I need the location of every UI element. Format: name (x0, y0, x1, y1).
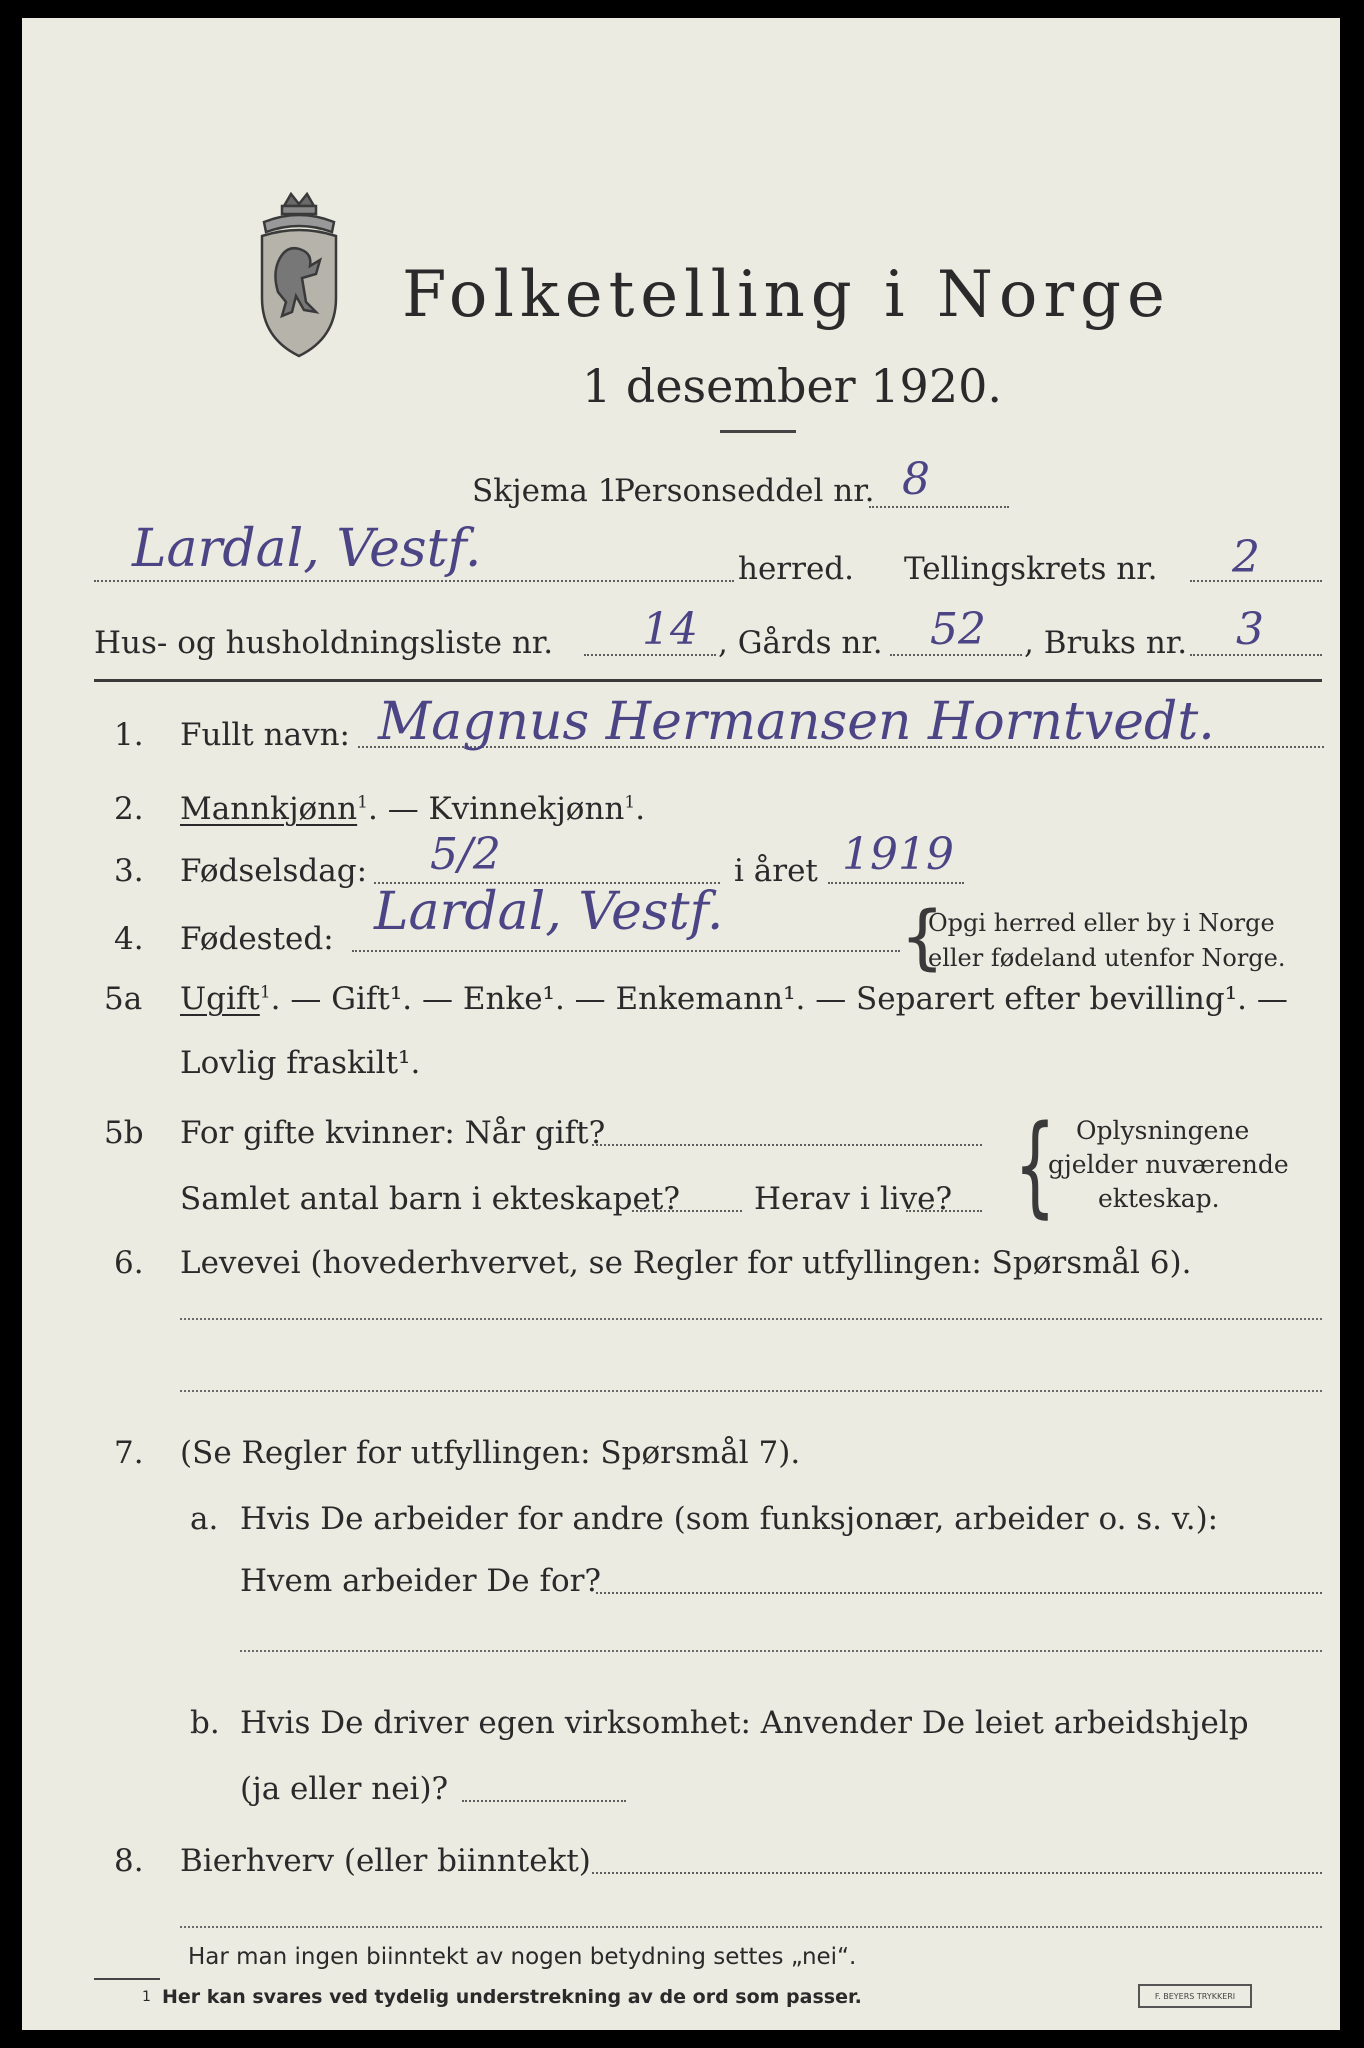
footnote-mark: 1 (142, 1989, 151, 2005)
husholdningsliste-field[interactable]: 14 (642, 604, 698, 655)
q7a-number: a. (190, 1501, 219, 1537)
q5b-line-2b: Herav i live? (754, 1181, 953, 1217)
q5b-brace: { (1014, 1101, 1056, 1229)
q7a-text: Hvis De arbeider for andre (som funksjonær, arbeider o. s. v.): (240, 1501, 1219, 1537)
q8-answer-line[interactable] (592, 1872, 1322, 1874)
q2-number: 2. (114, 791, 144, 827)
q6-label: Levevei (hovederhvervet, se Regler for utfyllingen: Spørsmål 6). (180, 1245, 1192, 1281)
q7-label: (Se Regler for utfyllingen: Spørsmål 7). (180, 1435, 801, 1471)
census-form (22, 18, 1340, 2030)
q7-number: 7. (114, 1435, 144, 1471)
printer-stamp: F. BEYERS TRYKKERI (1138, 1984, 1252, 2008)
title-divider (720, 430, 796, 433)
year-label: i året (734, 853, 818, 889)
q7a-answer-line-2[interactable] (240, 1650, 1322, 1652)
q8-number: 8. (114, 1843, 144, 1879)
q2-gender-options: Mannkjønn$^1$. — Kvinnekjønn$^1$. (180, 791, 646, 827)
birth-year-field[interactable]: 1919 (842, 829, 954, 880)
q7b-answer-line[interactable] (462, 1800, 626, 1802)
birthday-field[interactable]: 5/2 (430, 829, 501, 880)
header-rule (94, 679, 1322, 682)
q5b-line-1: For gifte kvinner: Når gift? (180, 1115, 606, 1151)
male-option[interactable]: Mannkjønn (180, 791, 358, 827)
q5b-note-3: ekteskap. (1098, 1184, 1220, 1213)
q1-label: Fullt navn: (180, 717, 350, 753)
q5a-line-2: Lovlig fraskilt¹. (180, 1045, 421, 1081)
q5a-number: 5a (104, 981, 143, 1017)
tellingskrets-label: Tellingskrets nr. (904, 551, 1158, 587)
bruks-field[interactable]: 3 (1236, 604, 1264, 655)
bruks-label: , Bruks nr. (1024, 625, 1188, 661)
census-date: 1 desember 1920. (582, 359, 1002, 413)
q8-label: Bierhverv (eller biinntekt) (180, 1843, 591, 1879)
schema-label: Skjema 1. (472, 473, 628, 509)
gards-field[interactable]: 52 (930, 604, 986, 655)
q4-brace: { (900, 896, 945, 978)
q6-answer-line-2[interactable] (180, 1390, 1322, 1392)
q6-number: 6. (114, 1245, 144, 1281)
footer-note: Har man ingen biinntekt av nogen betydning settes „nei“. (188, 1944, 857, 1970)
husholdningsliste-label: Hus- og husholdningsliste nr. (94, 625, 554, 661)
tellingskrets-field[interactable]: 2 (1232, 532, 1260, 583)
q5b-line-2a: Samlet antal barn i ekteskapet? (180, 1181, 680, 1217)
full-name-field[interactable]: Magnus Hermansen Horntvedt. (378, 692, 1215, 752)
q4-note-2: eller fødeland utenfor Norge. (928, 944, 1286, 972)
q7b-question: (ja eller nei)? (240, 1771, 449, 1807)
q5b-note-1: Oplysningene (1076, 1116, 1250, 1145)
q7a-answer-line[interactable] (596, 1592, 1322, 1594)
female-option[interactable]: Kvinnekjønn (428, 791, 625, 827)
q7b-number: b. (190, 1705, 220, 1741)
q8-answer-line-2[interactable] (180, 1926, 1322, 1928)
herred-field[interactable]: Lardal, Vestf. (132, 519, 482, 579)
q3-number: 3. (114, 853, 144, 889)
q7b-text: Hvis De driver egen virksomhet: Anvender De leiet arbeidshjelp (240, 1705, 1249, 1741)
footnote-text: Her kan svares ved tydelig understrekning av de ord som passer. (162, 1986, 862, 2008)
q6-answer-line-1[interactable] (180, 1318, 1322, 1320)
q5b-number: 5b (104, 1115, 144, 1151)
q7a-question: Hvem arbeider De for? (240, 1563, 602, 1599)
personseddel-number-field[interactable]: 8 (902, 454, 930, 505)
birthplace-field[interactable]: Lardal, Vestf. (374, 882, 724, 942)
gards-label: , Gårds nr. (718, 625, 883, 661)
q4-note-1: Opgi herred eller by i Norge (928, 909, 1275, 937)
ugift-option[interactable]: Ugift (180, 981, 260, 1017)
q3-label: Fødselsdag: (180, 853, 368, 889)
q4-number: 4. (114, 921, 144, 957)
footnote-rule (94, 1978, 160, 1980)
q4-label: Fødested: (180, 921, 334, 957)
herred-label: herred. (738, 551, 854, 587)
q1-number: 1. (114, 717, 144, 753)
q5b-note-2: gjelder nuværende (1048, 1150, 1289, 1179)
q5a-marital-options: Ugift$^1$. — Gift¹. — Enke¹. — Enkemann¹. — Separert efter bevilling¹. — (180, 981, 1288, 1017)
personseddel-label: Personseddel nr. (614, 473, 875, 509)
form-title: Folketelling i Norge (402, 258, 1171, 332)
norwegian-coat-of-arms-icon (244, 188, 354, 368)
